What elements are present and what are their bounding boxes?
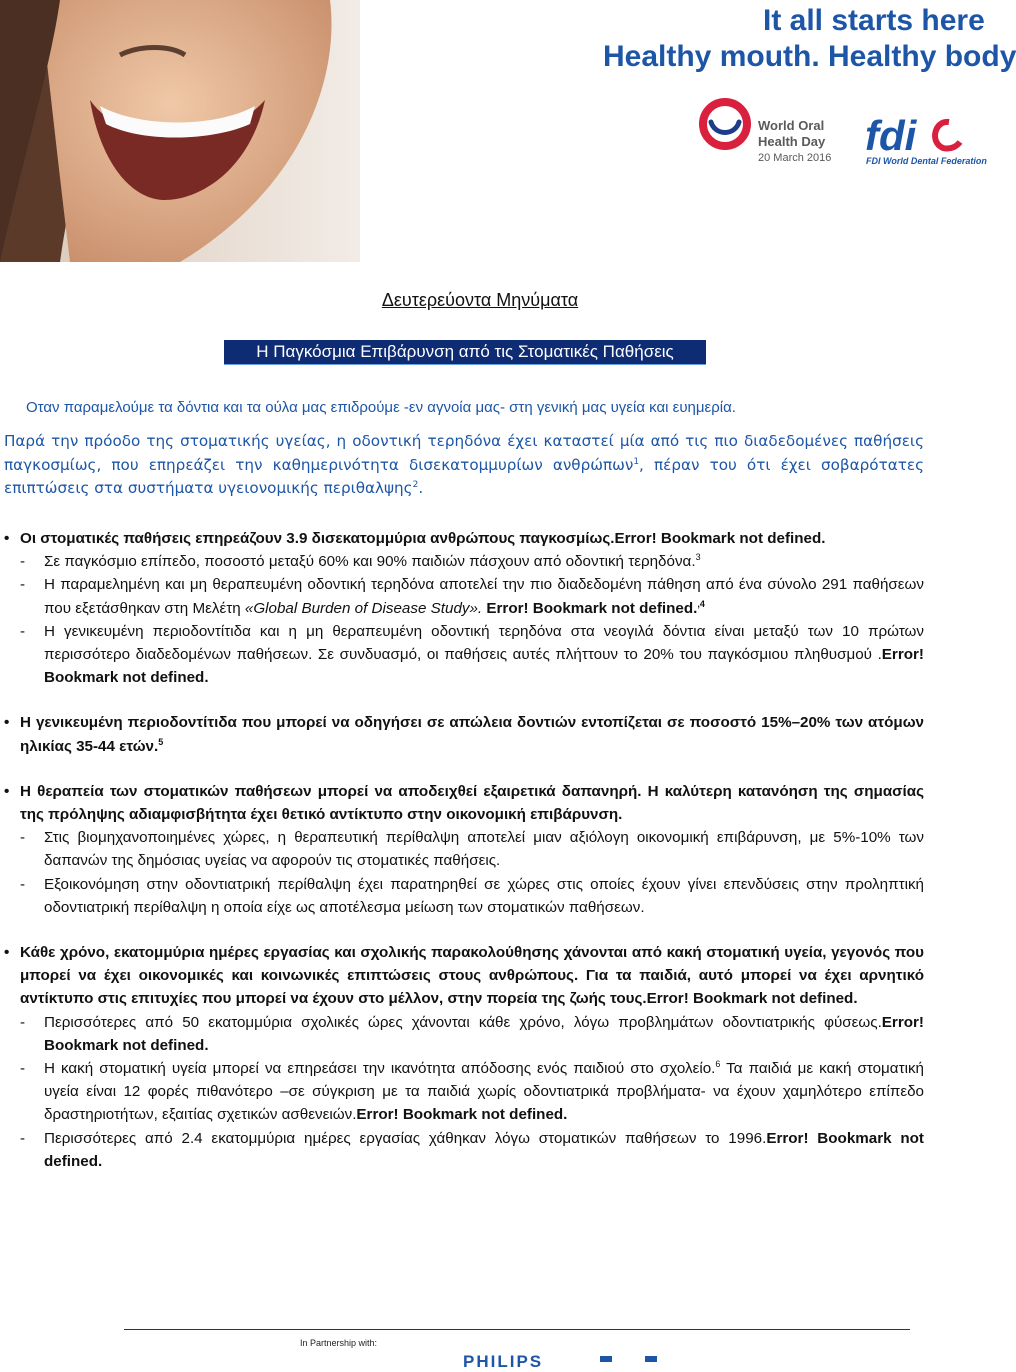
section-banner: Η Παγκόσμια Επιβάρυνση από τις Στοματικές Παθήσεις [224, 340, 706, 365]
footnote-ref: 6 [715, 1059, 721, 1069]
bullet-treatment-cost [4, 780, 924, 826]
footnote-ref: ,4 [697, 598, 705, 609]
bullet-oral-diseases [4, 527, 924, 550]
list-item [4, 873, 924, 919]
partner-logo-icon [600, 1356, 612, 1362]
intro-paragraph [4, 430, 924, 501]
sub-list [4, 550, 924, 689]
world-oral-health-day-logo-icon [697, 96, 753, 157]
bullet-text: Η θεραπεία των στοματικών παθήσεων μπορεί να αποδειχθεί εξαιρετικά δαπανηρή. Η καλύτερη κατανόηση της σημασίας της πρόληψης αδιαμφισβήτητα έχει θετικό αντίκτυπο στην οικονομική επιβάρυνση. [20, 782, 924, 824]
smiling-woman-photo-icon [0, 0, 360, 262]
wohd-line2: Health Day [758, 134, 826, 149]
wohd-date: 20 March 2016 [758, 152, 832, 164]
tagline-line2: Healthy mouth. Healthy body [603, 40, 1016, 73]
list-item [4, 1127, 924, 1173]
svg-text:fdi: fdi [865, 112, 917, 159]
wohd-line1: World Oral [758, 118, 825, 133]
item-text: Η παραμελημένη και μη θεραπευμένη οδοντική τερηδόνα αποτελεί την πιο διαδεδομένη πάθηση από ένα σύνολο 291 παθήσεων που εξετάσθηκαν στη Μελέτη [44, 576, 924, 617]
intro-text-b: , πέραν του ότι έχει σοβαρότατες επιπτώσεις στα συστήματα υγειονομικής περιθαλψης [4, 455, 924, 497]
bullet-text: Κάθε χρόνο, εκατομμύρια ημέρες εργασίας και σχολικής παρακολούθησης χάνονται από κακή στοματική υγεία, γεγονός που μπορεί να έχει οικονομικές και κοινωνικές επιπτώσεις στους ανθρώπους. Για τα παιδιά, αυτό μπορεί να έχει αρνητικό αντίκτυπο στις επιτυχίες που μπορεί να έχουν στο μέλλον, στην πορεία της ζωής τους.Error! Bookmark not defined. [20, 944, 924, 1008]
partner-logo-icon [645, 1356, 657, 1362]
list-item [4, 1057, 924, 1127]
fdi-subtitle: FDI World Dental Federation [866, 156, 987, 166]
item-text: Περισσότερες από 50 εκατομμύρια σχολικές ώρες χάνονται κάθε χρόνο, λόγω προβλημάτων οδοντιατρικής φύσεως. [44, 1013, 882, 1031]
item-text: Σε παγκόσμιο επίπεδο, ποσοστό μεταξύ 60% και 90% παιδιών πάσχουν από οδοντική τερηδόνα. [44, 553, 696, 571]
bullet-periodontitis [4, 711, 924, 757]
fdi-logo-icon [865, 112, 960, 161]
item-error-note: Error! Bookmark not defined. [44, 1129, 924, 1170]
item-error-note: Error! Bookmark not defined. [44, 646, 924, 687]
item-text: Η γενικευμένη περιοδοντίτιδα και η μη θεραπευμένη οδοντική τερηδόνα στα νεογιλά δόντια είναι μεταξύ των 10 πρώτων περισσότερο διαδεδομένων παθήσεων. Σε συνδυασμό, οι παθήσεις αυτές πλήττουν το 20% του παγκόσμιου πληθυσμού . [44, 622, 924, 664]
footnote-ref: 5 [158, 736, 164, 747]
item-text: Στις βιομηχανοποιημένες χώρες, η θεραπευτική περίθαλψη αποτελεί μιαν αξιόλογη οικονομική επιβάρυνση, με 5%-10% των δαπανών της δημόσιας υγείας να αφορούν τις στοματικές παθήσεις. [44, 829, 924, 870]
bullet-text: Η γενικευμένη περιοδοντίτιδα που μπορεί να οδηγήσει σε απώλεια δοντιών εντοπίζεται σε ποσοστό 15%–20% των ατόμων ηλικίας 35-44 ετών. [20, 714, 924, 755]
sub-list [4, 1011, 924, 1173]
footer-divider [124, 1329, 910, 1330]
list-item [4, 573, 924, 619]
bullet-lost-days [4, 941, 924, 1011]
list-item [4, 550, 924, 573]
intro-text-a: Παρά την πρόοδο της στοματικής υγείας, η οδοντική τερηδόνα έχει καταστεί μία από τις πιο διαδεδομένες παθήσεις παγκοσμίως, που επηρεάζει την καθημερινότητα δισεκατομμυρίων ανθρώπων [4, 432, 924, 474]
item-error-note: Error! Bookmark not defined. [356, 1106, 568, 1124]
item-text: Εξοικονόμηση στην οδοντιατρική περίθαλψη έχει παρατηρηθεί σε χώρες στις οποίες έχουν γίνει επενδύσεις στην προληπτική οδοντιατρική περίθαλψη η οποία είχε ως αποτέλεσμα μείωση των στοματικών παθήσεων. [44, 875, 924, 916]
list-item [4, 1011, 924, 1057]
intro-text-c: . [418, 479, 424, 497]
partnership-label: In Partnership with: [300, 1338, 378, 1348]
item-text: Η κακή στοματική υγεία μπορεί να επηρεάσει την ικανότητα απόδοσης ενός παιδιού στο σχολείο. [44, 1060, 716, 1078]
section-subtitle: Οταν παραμελούμε τα δόντια και τα ούλα μας επιδρούμε -εν αγνοία μας- στη γενική μας υγεία και ευημερία. [26, 399, 736, 416]
philips-logo: PHILIPS [463, 1352, 544, 1371]
page-title: Δευτερεύοντα Μηνύματα [381, 290, 579, 310]
header-photo [0, 0, 360, 262]
item-error-note: Error! Bookmark not defined. [482, 599, 698, 617]
tagline-line1: It all starts here [763, 4, 985, 37]
footnote-ref-2: 2 [412, 479, 419, 490]
item-italic: «Global Burden of Disease Study». [244, 599, 483, 617]
sub-list [4, 826, 924, 919]
footnote-ref: 3 [695, 552, 701, 563]
item-text-continued: Τα παιδιά με κακή στοματική υγεία είναι 12 φορές πιθανότερο –σε σύγκριση με τα παιδιά χωρίς οδοντιατρικά προβλήματα- να έχουν χαμηλότερο επίπεδο δραστηριοτήτων, εξαιτίας σχετικών ασθενειών. [44, 1060, 924, 1124]
bullet-text: Οι στοματικές παθήσεις επηρεάζουν 3.9 δισεκατομμύρια ανθρώπους παγκοσμίως.Error! Bookmark not defined. [20, 530, 826, 547]
item-error-note: Error! Bookmark not defined. [44, 1013, 924, 1054]
list-item [4, 826, 924, 872]
list-item [4, 620, 924, 690]
item-text: Περισσότερες από 2.4 εκατομμύρια ημέρες εργασίας χάθηκαν λόγω στοματικών παθήσεων το 1996. [44, 1129, 767, 1147]
footnote-ref-1: 1 [633, 456, 640, 467]
document-body [4, 527, 924, 1173]
world-oral-health-day-text [758, 118, 831, 166]
